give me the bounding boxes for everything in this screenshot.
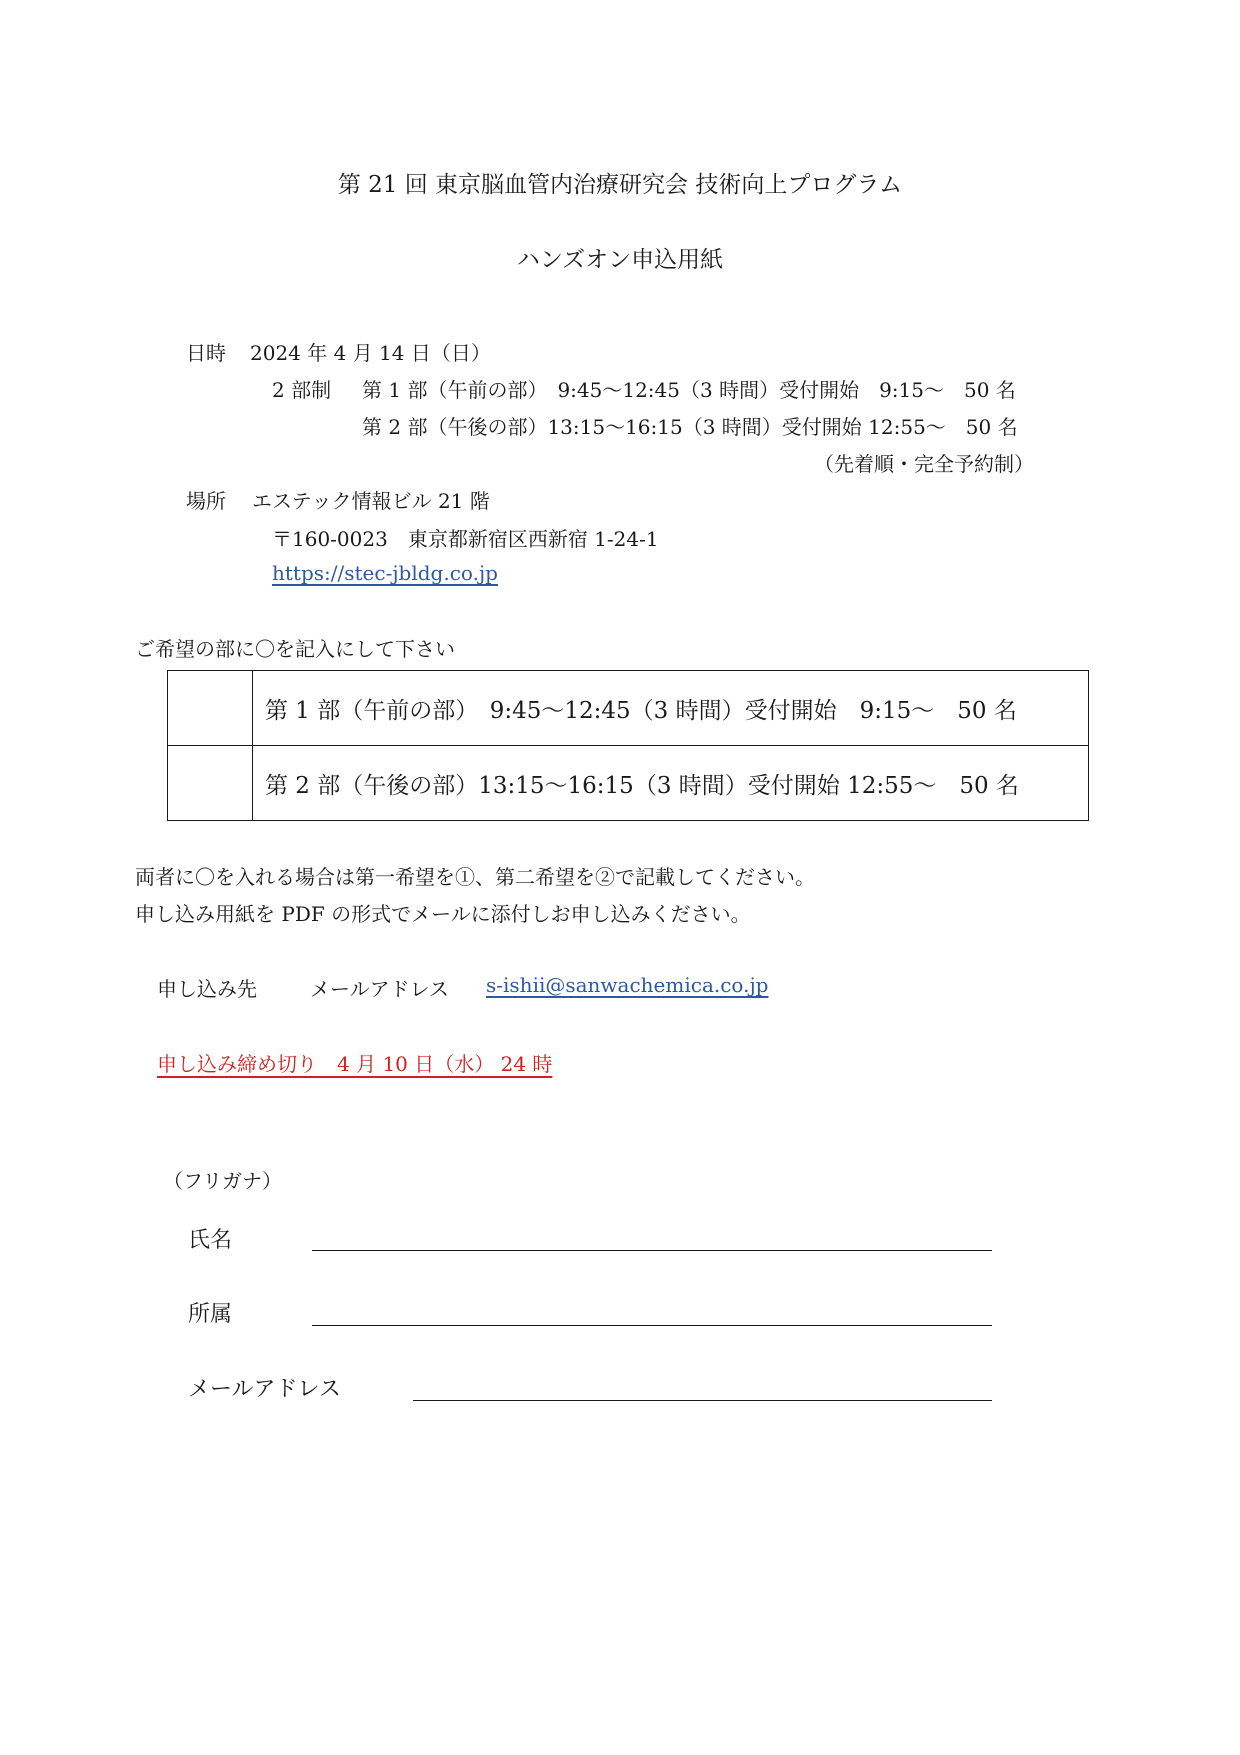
reservation-note: （先着順・完全予約制） bbox=[814, 452, 1034, 476]
format-label: 2 部制 bbox=[272, 378, 332, 402]
deadline: 申し込み締め切り 4 月 10 日（水） 24 時 bbox=[157, 1052, 553, 1076]
session-1-label: 第 1 部（午前の部） 9:45～12:45（3 時間）受付開始 9:15～ 50 名 bbox=[253, 671, 1089, 746]
page-title: 第 21 回 東京脳血管内治療研究会 技術向上プログラム bbox=[337, 172, 903, 198]
contact-email-link[interactable]: s-ishii@sanwachemica.co.jp bbox=[486, 973, 769, 997]
venue-address: 〒160-0023 東京都新宿区西新宿 1-24-1 bbox=[272, 527, 659, 551]
contact-email-label: メールアドレス bbox=[310, 977, 449, 1001]
instruction-line-2: 申し込み用紙を PDF の形式でメールに添付しお申し込みください。 bbox=[135, 902, 751, 926]
name-field[interactable] bbox=[312, 1250, 992, 1251]
table-row bbox=[168, 746, 1089, 821]
session-1-info: 第 1 部（午前の部） 9:45～12:45（3 時間）受付開始 9:15～ 50 名 bbox=[362, 378, 1016, 402]
table-row bbox=[168, 671, 1089, 746]
session-1-mark-cell[interactable] bbox=[168, 671, 253, 746]
venue-url-link[interactable]: https://stec-jbldg.co.jp bbox=[272, 561, 498, 585]
affiliation-label: 所属 bbox=[188, 1302, 233, 1327]
selection-instruction: ご希望の部に〇を記入にして下さい bbox=[135, 637, 455, 661]
session-2-mark-cell[interactable] bbox=[168, 746, 253, 821]
session-choice-table bbox=[167, 670, 1089, 821]
name-label: 氏名 bbox=[188, 1228, 233, 1253]
session-2-label: 第 2 部（午後の部）13:15～16:15（3 時間）受付開始 12:55～ 50 名 bbox=[253, 746, 1089, 821]
email-label: メールアドレス bbox=[188, 1377, 341, 1402]
page-subtitle: ハンズオン申込用紙 bbox=[516, 247, 724, 273]
session-2-info: 第 2 部（午後の部）13:15～16:15（3 時間）受付開始 12:55～ 50 名 bbox=[362, 415, 1018, 439]
instruction-line-1: 両者に〇を入れる場合は第一希望を①、第二希望を②で記載してください。 bbox=[135, 865, 815, 889]
venue-name: エステック情報ビル 21 階 bbox=[252, 489, 490, 513]
affiliation-field[interactable] bbox=[312, 1325, 992, 1326]
venue-label: 場所 bbox=[186, 489, 226, 513]
furigana-label: （フリガナ） bbox=[163, 1169, 282, 1193]
email-field[interactable] bbox=[413, 1400, 992, 1401]
date-label: 日時 bbox=[186, 341, 226, 365]
date-value: 2024 年 4 月 14 日（日） bbox=[250, 341, 491, 365]
contact-label: 申し込み先 bbox=[157, 977, 257, 1001]
